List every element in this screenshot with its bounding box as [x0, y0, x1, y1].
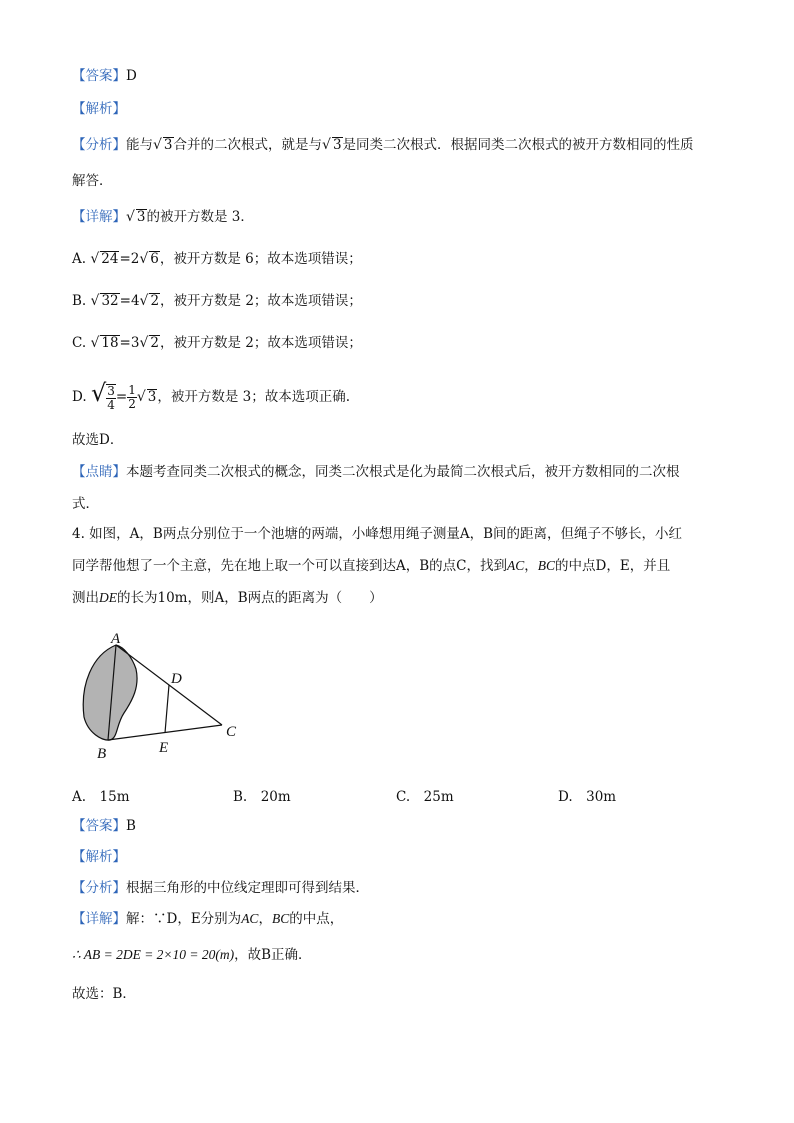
option-c-line	[72, 333, 362, 353]
fenxi-continuation: 解答．	[72, 173, 113, 189]
option-b-line	[72, 291, 362, 311]
segment-de: DE	[99, 590, 117, 605]
sqrt-symbol: √	[139, 251, 149, 267]
fenxi2-text: 根据三角形的中位线定理即可得到结果．	[126, 880, 369, 896]
option-c-coef: 3	[130, 335, 140, 351]
equals-sign: =	[119, 335, 131, 351]
option-a-line	[72, 249, 362, 269]
option-b-prefix: B.	[72, 293, 87, 309]
option-a-rad: 6	[150, 251, 159, 267]
label-b: B	[97, 746, 107, 762]
option-b-rad: 2	[150, 293, 160, 309]
label-d: D	[171, 671, 182, 687]
option-d-radicand-fraction	[106, 384, 116, 412]
option-d-prefix: D.	[72, 389, 87, 405]
sqrt-symbol: √	[139, 335, 149, 351]
dianjing-line	[72, 462, 680, 482]
conclusion-2: 故选：B．	[72, 986, 136, 1002]
segment-ac: AC	[241, 911, 259, 926]
dianjing-tag: 【点睛】	[72, 464, 126, 480]
dianjing-continuation: 式．	[72, 496, 99, 512]
fenxi-text-a: 能与	[126, 137, 153, 153]
option-a-radicand: 24	[101, 251, 119, 267]
option-d-line	[72, 376, 350, 414]
xiangjie2-text-b: 的中点，	[289, 911, 344, 927]
question-4-line-2	[72, 556, 670, 576]
calculation-formula: ∴ AB = 2DE = 2×10 = 20(m)	[72, 947, 235, 962]
comma: ，	[258, 911, 272, 927]
calculation-line	[72, 945, 312, 965]
fenxi-tag: 【分析】	[72, 880, 126, 896]
sqrt-radicand: 3	[163, 137, 173, 153]
segment-bc: BC	[537, 558, 556, 573]
q4-text-b: 的中点D，E，并且	[555, 558, 671, 574]
option-b-coef: 4	[130, 293, 140, 309]
xiangjie-line	[72, 207, 254, 227]
option-a-text: ，被开方数是 6；故本选项错误；	[159, 251, 362, 267]
sqrt-symbol: √	[90, 335, 100, 351]
xiangjie-text: 的被开方数是 3．	[146, 209, 254, 225]
fraction-denominator: 2	[128, 397, 136, 411]
equals-sign: =	[119, 251, 131, 267]
question-4-line-1: 4. 如图，A，B两点分别位于一个池塘的两端，小峰想用绳子测量A，B间的距离，但绳子不够长，小红	[72, 526, 683, 542]
fenxi-text-b: 合并的二次根式，就是与	[173, 137, 323, 153]
option-d-rad: 3	[147, 389, 157, 405]
option-a-prefix: A.	[72, 251, 87, 267]
q4-text-a: 同学帮他想了一个主意，先在地上取一个可以直接到达A，B的点C，找到	[72, 558, 507, 574]
answer-line-1	[72, 66, 137, 86]
sqrt-symbol: √	[139, 293, 149, 309]
fraction-denominator: 4	[107, 397, 115, 412]
pond-triangle-figure	[70, 625, 270, 765]
choice-a: A. 15m	[72, 789, 130, 805]
conclusion-1: 故选D．	[72, 432, 124, 448]
fraction-numerator: 3	[107, 383, 115, 398]
equals-sign: =	[119, 293, 131, 309]
fenxi-line-2	[72, 878, 369, 898]
option-b-radicand: 32	[101, 293, 119, 309]
xiangjie-tag: 【详解】	[72, 911, 126, 927]
question-4-line-3	[72, 588, 383, 608]
option-d-coef-fraction	[127, 384, 137, 411]
q4-text-d: 的长为10m，则A，B两点的距离为（ ）	[117, 590, 383, 606]
option-b-text: ，被开方数是 2；故本选项错误；	[160, 293, 362, 309]
answer-tag: 【答案】	[72, 818, 126, 834]
sqrt-symbol: √	[90, 251, 100, 267]
segment-bc: BC	[271, 911, 290, 926]
label-a: A	[111, 631, 121, 647]
sqrt-symbol: √	[136, 389, 146, 405]
choice-c: C. 25m	[396, 789, 454, 805]
xiangjie-line-2	[72, 909, 343, 929]
xiangjie2-text-a: 解：∵D，E分别为	[126, 911, 242, 927]
sqrt-symbol: √	[126, 209, 135, 225]
fraction-numerator: 1	[128, 383, 136, 397]
xiangjie-tag: 【详解】	[72, 209, 126, 225]
q4-text-c: 测出	[72, 590, 99, 606]
dianjing-text: 本题考查同类二次根式的概念，同类二次根式是化为最简二次根式后，被开方数相同的二次根	[126, 464, 680, 480]
answer-value: B	[126, 818, 136, 834]
option-d-text: ，被开方数是 3；故本选项正确.	[157, 389, 351, 405]
fenxi-text-c: 是同类二次根式．根据同类二次根式的被开方数相同的性质	[342, 137, 694, 153]
answer-value: D	[126, 68, 137, 84]
option-c-text: ，被开方数是 2；故本选项错误；	[159, 335, 362, 351]
equals-sign: =	[115, 389, 128, 405]
option-c-rad: 2	[150, 335, 159, 351]
label-e: E	[159, 740, 169, 756]
sqrt-symbol: √	[322, 137, 331, 153]
analysis-heading-2: 【解析】	[72, 849, 126, 865]
sqrt-symbol: √	[153, 137, 162, 153]
sqrt-symbol: √	[90, 379, 107, 407]
label-c: C	[226, 724, 237, 740]
choice-b: B. 20m	[233, 789, 291, 805]
sqrt-radicand: 3	[332, 137, 342, 153]
choice-d: D. 30m	[558, 789, 617, 805]
option-c-radicand: 18	[101, 335, 119, 351]
sqrt-symbol: √	[90, 293, 100, 309]
pond-shape	[83, 645, 137, 740]
fenxi-line	[72, 135, 694, 155]
segment-de-line	[165, 685, 169, 733]
answer-tag: 【答案】	[72, 68, 126, 84]
comma: ，	[524, 558, 538, 574]
option-a-coef: 2	[130, 251, 140, 267]
segment-ac: AC	[507, 558, 525, 573]
answer-line-2	[72, 816, 136, 836]
analysis-heading: 【解析】	[72, 101, 126, 117]
option-c-prefix: C.	[72, 335, 87, 351]
calculation-text: ，故B正确．	[234, 947, 312, 963]
sqrt-radicand: 3	[136, 209, 146, 225]
fenxi-tag: 【分析】	[72, 137, 126, 153]
